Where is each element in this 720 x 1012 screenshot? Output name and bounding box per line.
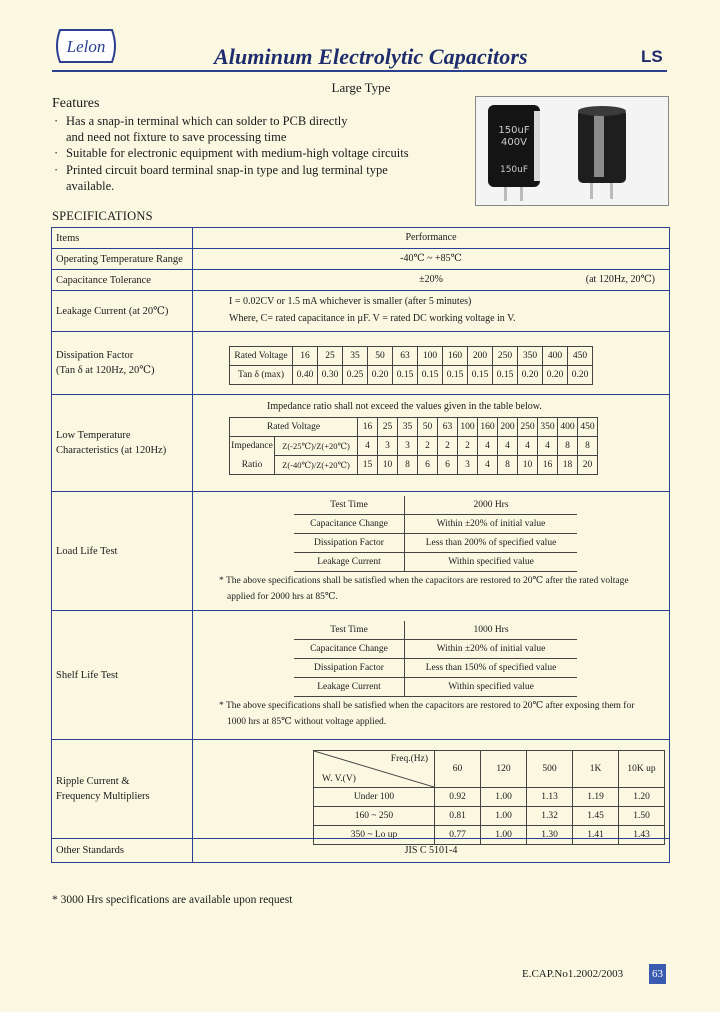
- row-low-temperature: Low Temperature Characteristics (at 120Hz) Impedance ratio shall not exceed the values given in the table below. Rated Voltage 16 25 35 50 63 100 160 200 250 350 400 450 Impedance Z(-25℃)/Z(+20℃) 4 3 3 2 2 2 4 4 4 4 8 8 Ratio Z(-40℃)/Z(+20℃) 15 10 8 6 6 3 4 8 10 16 18 20: [52, 394, 669, 491]
- table-cell: 0.15: [468, 366, 493, 385]
- ripple-corner-cell: Freq.(Hz) W. V.(V): [314, 751, 435, 788]
- table-cell: 400: [558, 418, 578, 437]
- table-cell: 450: [578, 418, 598, 437]
- table-cell: 0.20: [368, 366, 393, 385]
- feature-item: and need not fixture to save processing time: [66, 130, 287, 145]
- ripple-table: [313, 750, 665, 845]
- table-cell: Dissipation Factor: [294, 659, 405, 678]
- table-cell: 10: [518, 456, 538, 475]
- table-cell: 6: [418, 456, 438, 475]
- table-cell: 0.15: [418, 366, 443, 385]
- row-operating-temp: Operating Temperature Range -40℃ ~ +85℃: [52, 248, 669, 269]
- table-cell: 250: [493, 347, 518, 366]
- dissipation-table: [229, 346, 593, 385]
- table-cell: 2000 Hrs: [405, 496, 578, 515]
- table-cell: Test Time: [294, 496, 405, 515]
- table-cell: 0.15: [393, 366, 418, 385]
- table-cell: Test Time: [294, 621, 405, 640]
- table-cell: 250: [518, 418, 538, 437]
- feature-item: · Suitable for electronic equipment with medium-high voltage circuits: [54, 146, 409, 161]
- table-cell: Rated Voltage: [230, 418, 358, 437]
- table-cell: 6: [438, 456, 458, 475]
- table-cell: 1000 Hrs: [405, 621, 578, 640]
- table-cell: 1.32: [527, 807, 573, 826]
- table-cell: 120: [481, 751, 527, 788]
- table-cell: 4: [538, 437, 558, 456]
- table-cell: Dissipation Factor: [294, 534, 405, 553]
- table-cell: 1.00: [481, 788, 527, 807]
- lelon-logo: [52, 26, 120, 66]
- table-cell: 25: [318, 347, 343, 366]
- table-cell: 10K up: [619, 751, 665, 788]
- table-cell: 350: [538, 418, 558, 437]
- table-cell: 20: [578, 456, 598, 475]
- table-cell: 450: [568, 347, 593, 366]
- svg-text:150uF: 150uF: [499, 165, 529, 175]
- capacitor-photo: [475, 96, 669, 206]
- table-cell: 160: [443, 347, 468, 366]
- table-cell: 400: [543, 347, 568, 366]
- table-cell: 50: [368, 347, 393, 366]
- table-cell: 0.20: [543, 366, 568, 385]
- table-cell: 18: [558, 456, 578, 475]
- shelf-life-table: [294, 621, 577, 697]
- table-cell: 0.30: [318, 366, 343, 385]
- table-cell: 8: [498, 456, 518, 475]
- table-cell: Ratio: [230, 456, 275, 475]
- table-cell: 1K: [573, 751, 619, 788]
- table-cell: 0.25: [343, 366, 368, 385]
- footnote: * 3000 Hrs specifications are available upon request: [52, 894, 293, 906]
- table-cell: Within specified value: [405, 678, 578, 697]
- table-cell: 1.20: [619, 788, 665, 807]
- table-cell: 63: [438, 418, 458, 437]
- table-cell: 2: [458, 437, 478, 456]
- table-cell: 0.92: [435, 788, 481, 807]
- low-temp-table: [229, 417, 598, 475]
- header-rule: [52, 70, 667, 72]
- load-life-table: [294, 496, 577, 572]
- table-cell: Leakage Current: [294, 553, 405, 572]
- table-cell: 15: [358, 456, 378, 475]
- table-cell: 1.13: [527, 788, 573, 807]
- feature-item: · Printed circuit board terminal snap-in type and lug terminal type: [54, 162, 388, 177]
- table-cell: 4: [478, 456, 498, 475]
- features-list: [52, 113, 442, 194]
- page-title: Aluminum Electrolytic Capacitors: [214, 44, 528, 69]
- table-cell: 4: [518, 437, 538, 456]
- table-cell: 16: [538, 456, 558, 475]
- table-cell: 2: [418, 437, 438, 456]
- table-cell: 4: [478, 437, 498, 456]
- svg-text:150uF: 150uF: [498, 125, 530, 136]
- feature-item: · Has a snap-in terminal which can solder to PCB directly: [54, 114, 348, 128]
- table-cell: 160: [478, 418, 498, 437]
- row-ripple: Ripple Current & Frequency Multipliers Freq.(Hz) W. V.(V) 60 120 500 1K 10K up Under 100 0.92 1.00 1.13 1.19 1.20 160 ~ 250 0.81 1.00 1.32 1.45 1.50 350 ~ Lo up 0.77 1.00 1.30 1.41 1.43: [52, 739, 669, 838]
- table-cell: 60: [435, 751, 481, 788]
- logo-text: Lelon: [66, 37, 106, 56]
- table-cell: 200: [498, 418, 518, 437]
- table-cell: 1.00: [481, 826, 527, 845]
- table-cell: 25: [378, 418, 398, 437]
- table-cell: 0.20: [518, 366, 543, 385]
- table-cell: Tan δ (max): [230, 366, 293, 385]
- table-cell: 100: [418, 347, 443, 366]
- table-cell: 2: [438, 437, 458, 456]
- table-cell: Rated Voltage: [230, 347, 293, 366]
- table-cell: 3: [458, 456, 478, 475]
- table-cell: Within ±20% of initial value: [405, 640, 578, 659]
- series-code: LS: [641, 47, 663, 66]
- table-cell: 100: [458, 418, 478, 437]
- spec-header-row: [52, 228, 669, 248]
- table-cell: 16: [293, 347, 318, 366]
- table-cell: 1.45: [573, 807, 619, 826]
- table-cell: 0.77: [435, 826, 481, 845]
- table-cell: 500: [527, 751, 573, 788]
- table-cell: Leakage Current: [294, 678, 405, 697]
- table-cell: Z(-25℃)/Z(+20℃): [275, 437, 358, 456]
- specifications-heading: SPECIFICATIONS: [52, 209, 153, 223]
- features-heading: Features: [52, 96, 100, 111]
- table-cell: Z(-40℃)/Z(+20℃): [275, 456, 358, 475]
- row-load-life: Load Life Test Test Time 2000 Hrs Capacitance Change Within ±20% of initial value Dissipation Factor Less than 200% of specified value Leakage Current Within specified value * The above specifications shall be satisfied when the capacitors are restored to 20℃ after the rated voltage applied for 2000 hrs at 85℃.: [52, 491, 669, 610]
- feature-item: available.: [66, 178, 115, 193]
- page-number: 63: [649, 964, 666, 984]
- table-cell: 4: [358, 437, 378, 456]
- table-cell: 4: [498, 437, 518, 456]
- row-other-standards: Other Standards JIS C 5101-4: [52, 838, 669, 862]
- table-cell: 160 ~ 250: [314, 807, 435, 826]
- row-cap-tolerance: Capacitance Tolerance ±20% (at 120Hz, 20℃): [52, 269, 669, 290]
- table-cell: 0.15: [493, 366, 518, 385]
- table-cell: 35: [398, 418, 418, 437]
- table-cell: 0.20: [568, 366, 593, 385]
- table-cell: Capacitance Change: [294, 515, 405, 534]
- table-cell: 63: [393, 347, 418, 366]
- row-leakage: Leakage Current (at 20℃) I = 0.02CV or 1.5 mA whichever is smaller (after 5 minutes) Where, C= rated capacitance in µF. V = rated DC working voltage in V.: [52, 290, 669, 331]
- table-cell: 10: [378, 456, 398, 475]
- table-cell: 50: [418, 418, 438, 437]
- table-cell: 8: [558, 437, 578, 456]
- catalog-number: E.CAP.No1.2002/2003: [522, 968, 624, 980]
- table-cell: 1.50: [619, 807, 665, 826]
- table-cell: Within ±20% of initial value: [405, 515, 578, 534]
- specifications-table: [51, 227, 670, 863]
- table-cell: Less than 150% of specified value: [405, 659, 578, 678]
- col-items: Items: [56, 232, 80, 244]
- table-cell: Capacitance Change: [294, 640, 405, 659]
- table-cell: 1.19: [573, 788, 619, 807]
- col-performance: Performance: [192, 228, 669, 248]
- table-cell: 0.81: [435, 807, 481, 826]
- table-cell: 1.30: [527, 826, 573, 845]
- table-cell: Under 100: [314, 788, 435, 807]
- table-cell: Less than 200% of specified value: [405, 534, 578, 553]
- table-cell: 16: [358, 418, 378, 437]
- table-cell: 1.00: [481, 807, 527, 826]
- table-cell: 3: [398, 437, 418, 456]
- table-cell: 350 ~ Lo up: [314, 826, 435, 845]
- table-cell: 0.15: [443, 366, 468, 385]
- table-cell: 1.41: [573, 826, 619, 845]
- row-dissipation: Dissipation Factor (Tan δ at 120Hz, 20℃) Rated Voltage 16 25 35 50 63 100 160 200 250 350 400 450 Tan δ (max) 0.40 0.30 0.25 0.20 0.15 0.15 0.15 0.15 0.15 0.20 0.20 0.20: [52, 331, 669, 394]
- table-cell: Within specified value: [405, 553, 578, 572]
- svg-text:400V: 400V: [501, 137, 527, 148]
- table-cell: 8: [398, 456, 418, 475]
- table-cell: 200: [468, 347, 493, 366]
- table-cell: 3: [378, 437, 398, 456]
- table-cell: Impedance: [230, 437, 275, 456]
- table-cell: 35: [343, 347, 368, 366]
- subtitle: Large Type: [331, 80, 391, 95]
- row-shelf-life: Shelf Life Test Test Time 1000 Hrs Capacitance Change Within ±20% of initial value Dissipation Factor Less than 150% of specified value Leakage Current Within specified value * The above specifications shall be satisfied when the capacitors are restored to 20℃ after exposing them for 1000 hrs at 85℃ without voltage applied.: [52, 610, 669, 739]
- table-cell: 8: [578, 437, 598, 456]
- table-cell: 350: [518, 347, 543, 366]
- table-cell: 0.40: [293, 366, 318, 385]
- table-cell: 1.43: [619, 826, 665, 845]
